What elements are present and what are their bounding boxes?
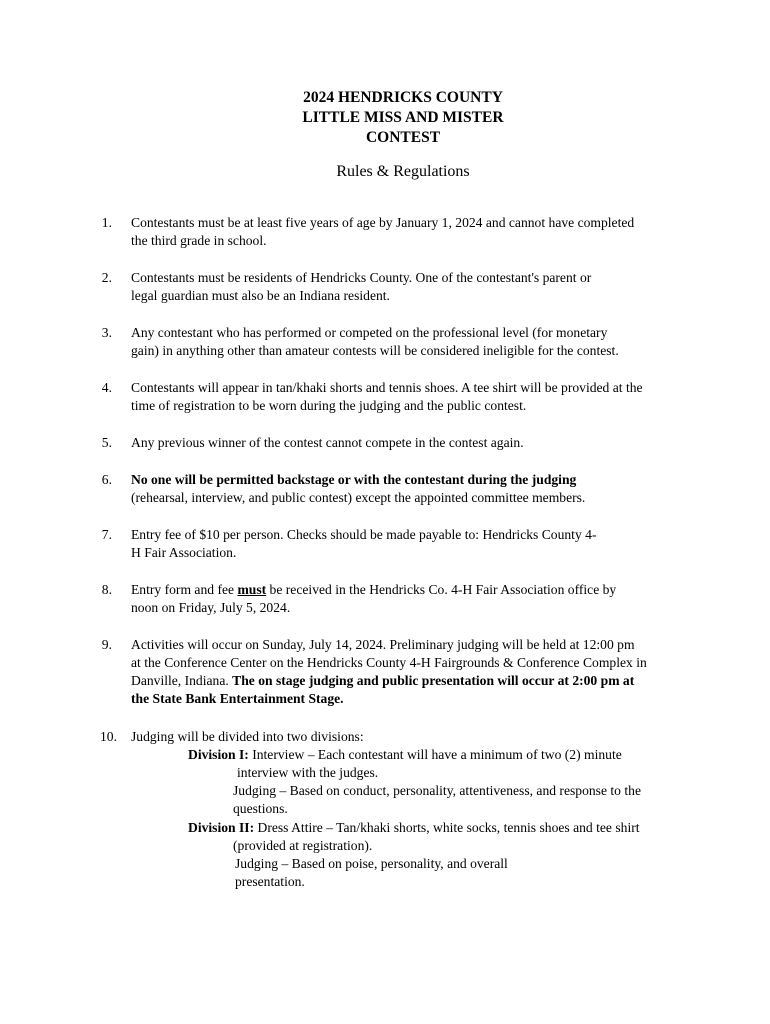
rule-line: legal guardian must also be an Indiana resident.	[131, 288, 390, 303]
title-line-2: LITTLE MISS AND MISTER	[302, 109, 504, 126]
rule-line-bold: No one will be permitted backstage or with the contestant during the judging	[131, 472, 577, 487]
rule-line: the third grade in school.	[131, 233, 267, 248]
rule-text	[131, 379, 711, 415]
rule-emphasis-must: must	[237, 582, 267, 597]
rule-number: 3.	[101, 325, 112, 340]
division-1-line: questions.	[233, 801, 288, 816]
rule-line-bold: the State Bank Entertainment Stage.	[131, 691, 344, 706]
rule-number: 7.	[101, 527, 112, 542]
division-1-line: Judging – Based on conduct, personality, attentiveness, and response to the	[233, 783, 641, 798]
rule-text	[131, 581, 711, 617]
rule-line: (rehearsal, interview, and public contest) except the appointed committee members.	[131, 490, 586, 505]
rule-line: Contestants will appear in tan/khaki shorts and tennis shoes. A tee shirt will be provided at the	[131, 380, 643, 395]
rule-text-segment: be received in the Hendricks Co. 4-H Fair Association office by	[266, 582, 617, 597]
rule-text	[131, 728, 711, 746]
division-2-line: presentation.	[235, 874, 305, 889]
rule-number: 5.	[101, 435, 112, 450]
division-1-line: interview with the judges.	[237, 765, 379, 780]
rule-line: Any contestant who has performed or competed on the professional level (for monetary	[131, 325, 608, 340]
division-2-text: Dress Attire – Tan/khaki shorts, white socks, tennis shoes and tee shirt	[254, 820, 640, 835]
rule-line	[131, 672, 711, 690]
rule-number: 6.	[101, 472, 112, 487]
rule-text-segment: Entry form and fee	[131, 582, 238, 597]
rule-line: Any previous winner of the contest cannot compete in the contest again.	[131, 435, 524, 450]
rule-number: 8.	[101, 582, 112, 597]
division-1-label: Division I:	[188, 747, 249, 762]
rule-text	[131, 636, 711, 708]
rule-text	[131, 526, 711, 562]
rule-line: noon on Friday, July 5, 2024.	[131, 600, 291, 615]
division-2-line: Judging – Based on poise, personality, and overall	[235, 856, 508, 871]
rule-text	[131, 434, 711, 452]
rule-number: 9.	[101, 637, 112, 652]
rule-line: Contestants must be residents of Hendricks County. One of the contestant's parent or	[131, 270, 592, 285]
rule-line: Entry fee of $10 per person. Checks should be made payable to: Hendricks County 4-	[131, 527, 597, 542]
rule-number: 4.	[101, 380, 112, 395]
division-2-line: (provided at registration).	[233, 838, 373, 853]
document-subtitle	[0, 162, 770, 182]
rule-line: H Fair Association.	[131, 545, 237, 560]
rule-text	[131, 471, 711, 507]
division-2-line	[188, 819, 640, 837]
title-line-3: CONTEST	[365, 129, 441, 146]
division-1-text: Interview – Each contestant will have a minimum of two (2) minute	[248, 747, 622, 762]
document-title	[0, 88, 770, 148]
rule-text	[131, 269, 711, 305]
rule-text	[131, 324, 711, 360]
rule-text	[131, 214, 711, 250]
rule-line: Contestants must be at least five years of age by January 1, 2024 and cannot have completed	[131, 215, 635, 230]
rule-line: gain) in anything other than amateur contests will be considered ineligible for the contest.	[131, 343, 619, 358]
rule-number: 10.	[100, 729, 117, 744]
rule-number: 2.	[101, 270, 112, 285]
title-line-1: 2024 HENDRICKS COUNTY	[303, 89, 503, 106]
rule-line: at the Conference Center on the Hendricks County 4-H Fairgrounds & Conference Complex in	[131, 655, 647, 670]
division-2-label: Division II:	[188, 820, 255, 835]
rule-line: Activities will occur on Sunday, July 14, 2024. Preliminary judging will be held at 12:00 pm	[131, 637, 635, 652]
rule-text-segment: Danville, Indiana.	[131, 673, 233, 688]
rule-number: 1.	[101, 215, 112, 230]
rule-line	[131, 581, 711, 599]
division-1-line	[188, 746, 622, 764]
subtitle-text: Rules & Regulations	[336, 163, 470, 180]
rule-line: Judging will be divided into two divisions:	[131, 729, 364, 744]
rule-text-bold: The on stage judging and public presentation will occur at 2:00 pm at	[232, 673, 635, 688]
rule-line: time of registration to be worn during the judging and the public contest.	[131, 398, 527, 413]
